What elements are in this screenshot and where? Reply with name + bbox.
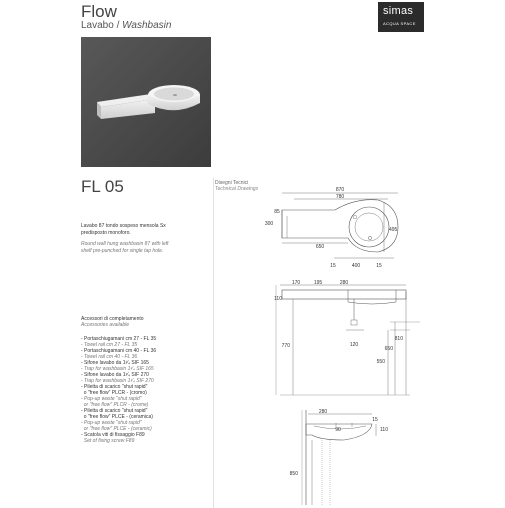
brand-tagline: ACQUA SPACE xyxy=(383,21,416,26)
dim-side-280: 280 xyxy=(318,409,328,415)
drawings-label-en: Technical Drawings xyxy=(215,186,259,192)
accessory-item-it-line: - Sifone lavabo da 1¹⁄₄ SIF 165 xyxy=(81,360,149,366)
product-photo xyxy=(81,37,211,167)
description-en-line-1: Round wall hung washbasin 87 with left xyxy=(81,241,169,247)
accessories-title-it: Accessori di completamento xyxy=(81,316,144,322)
accessory-item-it-line: - Scatola viti di fissaggio F89 xyxy=(81,432,145,438)
description-en-line-2: shelf pre-punched for single tap hole. xyxy=(81,248,164,254)
technical-drawings-label xyxy=(215,180,258,192)
accessory-item-it-line: - Piletta di scarico "shut rapid" xyxy=(81,384,148,390)
side-view-drawing xyxy=(302,410,376,505)
dim-front-550: 550 xyxy=(376,359,385,365)
accessory-item xyxy=(81,408,206,432)
description-it-line-2: predisposto monoforo. xyxy=(81,230,131,236)
dim-front-120: 120 xyxy=(349,342,359,348)
accessory-item-it-line: - Portaschiugamani cm 40 - FL 36 xyxy=(81,348,157,354)
accessories-title-en: Accessories available xyxy=(81,322,130,328)
accessory-item xyxy=(81,432,206,444)
subtitle-italian: Lavabo xyxy=(81,20,114,31)
top-view-drawing xyxy=(282,193,398,258)
subtitle-separator: / xyxy=(116,20,120,31)
accessory-item-it-line: - Portaschiugamani cm 27 - FL 35 xyxy=(81,336,157,342)
accessory-item xyxy=(81,348,206,360)
dim-top-300: 300 xyxy=(264,221,274,227)
dim-top-495: 495 xyxy=(389,227,398,233)
dim-side-110: 110 xyxy=(380,427,388,433)
brand-name: simas xyxy=(383,5,414,17)
accessories-section xyxy=(81,316,206,444)
brand-logo xyxy=(378,2,424,32)
dim-top-400: 400 xyxy=(351,263,361,269)
dim-side-850: 850 xyxy=(289,471,298,477)
accessory-item-en-line: - Pop-up waste "shut rapid" xyxy=(81,420,142,426)
dim-top-15-right: 15 xyxy=(376,263,382,269)
accessory-item-it-line: o "free flow" PLCE - (ceramica) xyxy=(81,414,153,420)
dim-front-650: 650 xyxy=(384,346,393,352)
dim-side-90: 90 xyxy=(335,427,341,433)
dim-front-110: 110 xyxy=(274,296,282,302)
dim-side-15: 15 xyxy=(372,417,378,423)
accessories-list xyxy=(81,336,206,444)
page-subtitle xyxy=(81,20,171,31)
accessory-item-en-line: or "free flow" PLCE - (ceramic) xyxy=(81,426,152,432)
accessory-item-en-line: - Towel rail cm 40 - FL 36 xyxy=(81,354,138,360)
accessory-item-en-line: - Pop-up waste "shut rapid" xyxy=(81,396,142,402)
accessory-item-it-line: o "free flow" PLCR - (cromo) xyxy=(81,390,147,396)
drawings-label-it: Disegni Tecnici xyxy=(215,180,249,186)
dim-top-85: 85 xyxy=(274,209,280,215)
accessory-item xyxy=(81,372,206,384)
dim-top-650: 650 xyxy=(315,244,325,250)
accessory-item-en-line: Set of fixing screw F89 xyxy=(81,438,135,444)
technical-drawing xyxy=(260,180,505,505)
accessory-item xyxy=(81,336,206,348)
dim-top-780: 780 xyxy=(335,194,345,200)
accessory-item-it-line: - Piletta di scarico "shut rapid" xyxy=(81,408,148,414)
accessory-item xyxy=(81,384,206,408)
product-photo-image xyxy=(81,37,211,167)
dim-top-15-left: 15 xyxy=(330,263,336,269)
product-description xyxy=(81,223,206,255)
dim-front-170: 170 xyxy=(291,280,301,286)
dim-front-195: 195 xyxy=(313,280,323,286)
dim-front-280: 280 xyxy=(339,280,349,286)
accessory-item-en-line: - Trap for washbasin 1¹⁄₄ SIF 165 xyxy=(81,366,154,372)
dim-top-870: 870 xyxy=(335,187,345,193)
dim-front-810: 810 xyxy=(394,336,403,342)
drawings-divider xyxy=(213,178,214,508)
product-code: FL 05 xyxy=(81,177,124,196)
subtitle-english: Washbasin xyxy=(122,20,172,31)
accessory-item-en-line: - Trap for washbasin 1¹⁄₄ SIF 270 xyxy=(81,378,154,384)
description-it-line-1: Lavabo 87 tondo sospeso mensola Sx xyxy=(81,223,166,229)
dim-front-770: 770 xyxy=(281,343,290,349)
accessory-item-en-line: - Towel rail cm 27 - FL 35 xyxy=(81,342,138,348)
accessory-item-it-line: - Sifone lavabo da 1¹⁄₄ SIF 270 xyxy=(81,372,149,378)
accessory-item-en-line: or "free flow" PLCR - (crome) xyxy=(81,402,149,408)
page-title: Flow xyxy=(81,2,117,21)
accessory-item xyxy=(81,360,206,372)
